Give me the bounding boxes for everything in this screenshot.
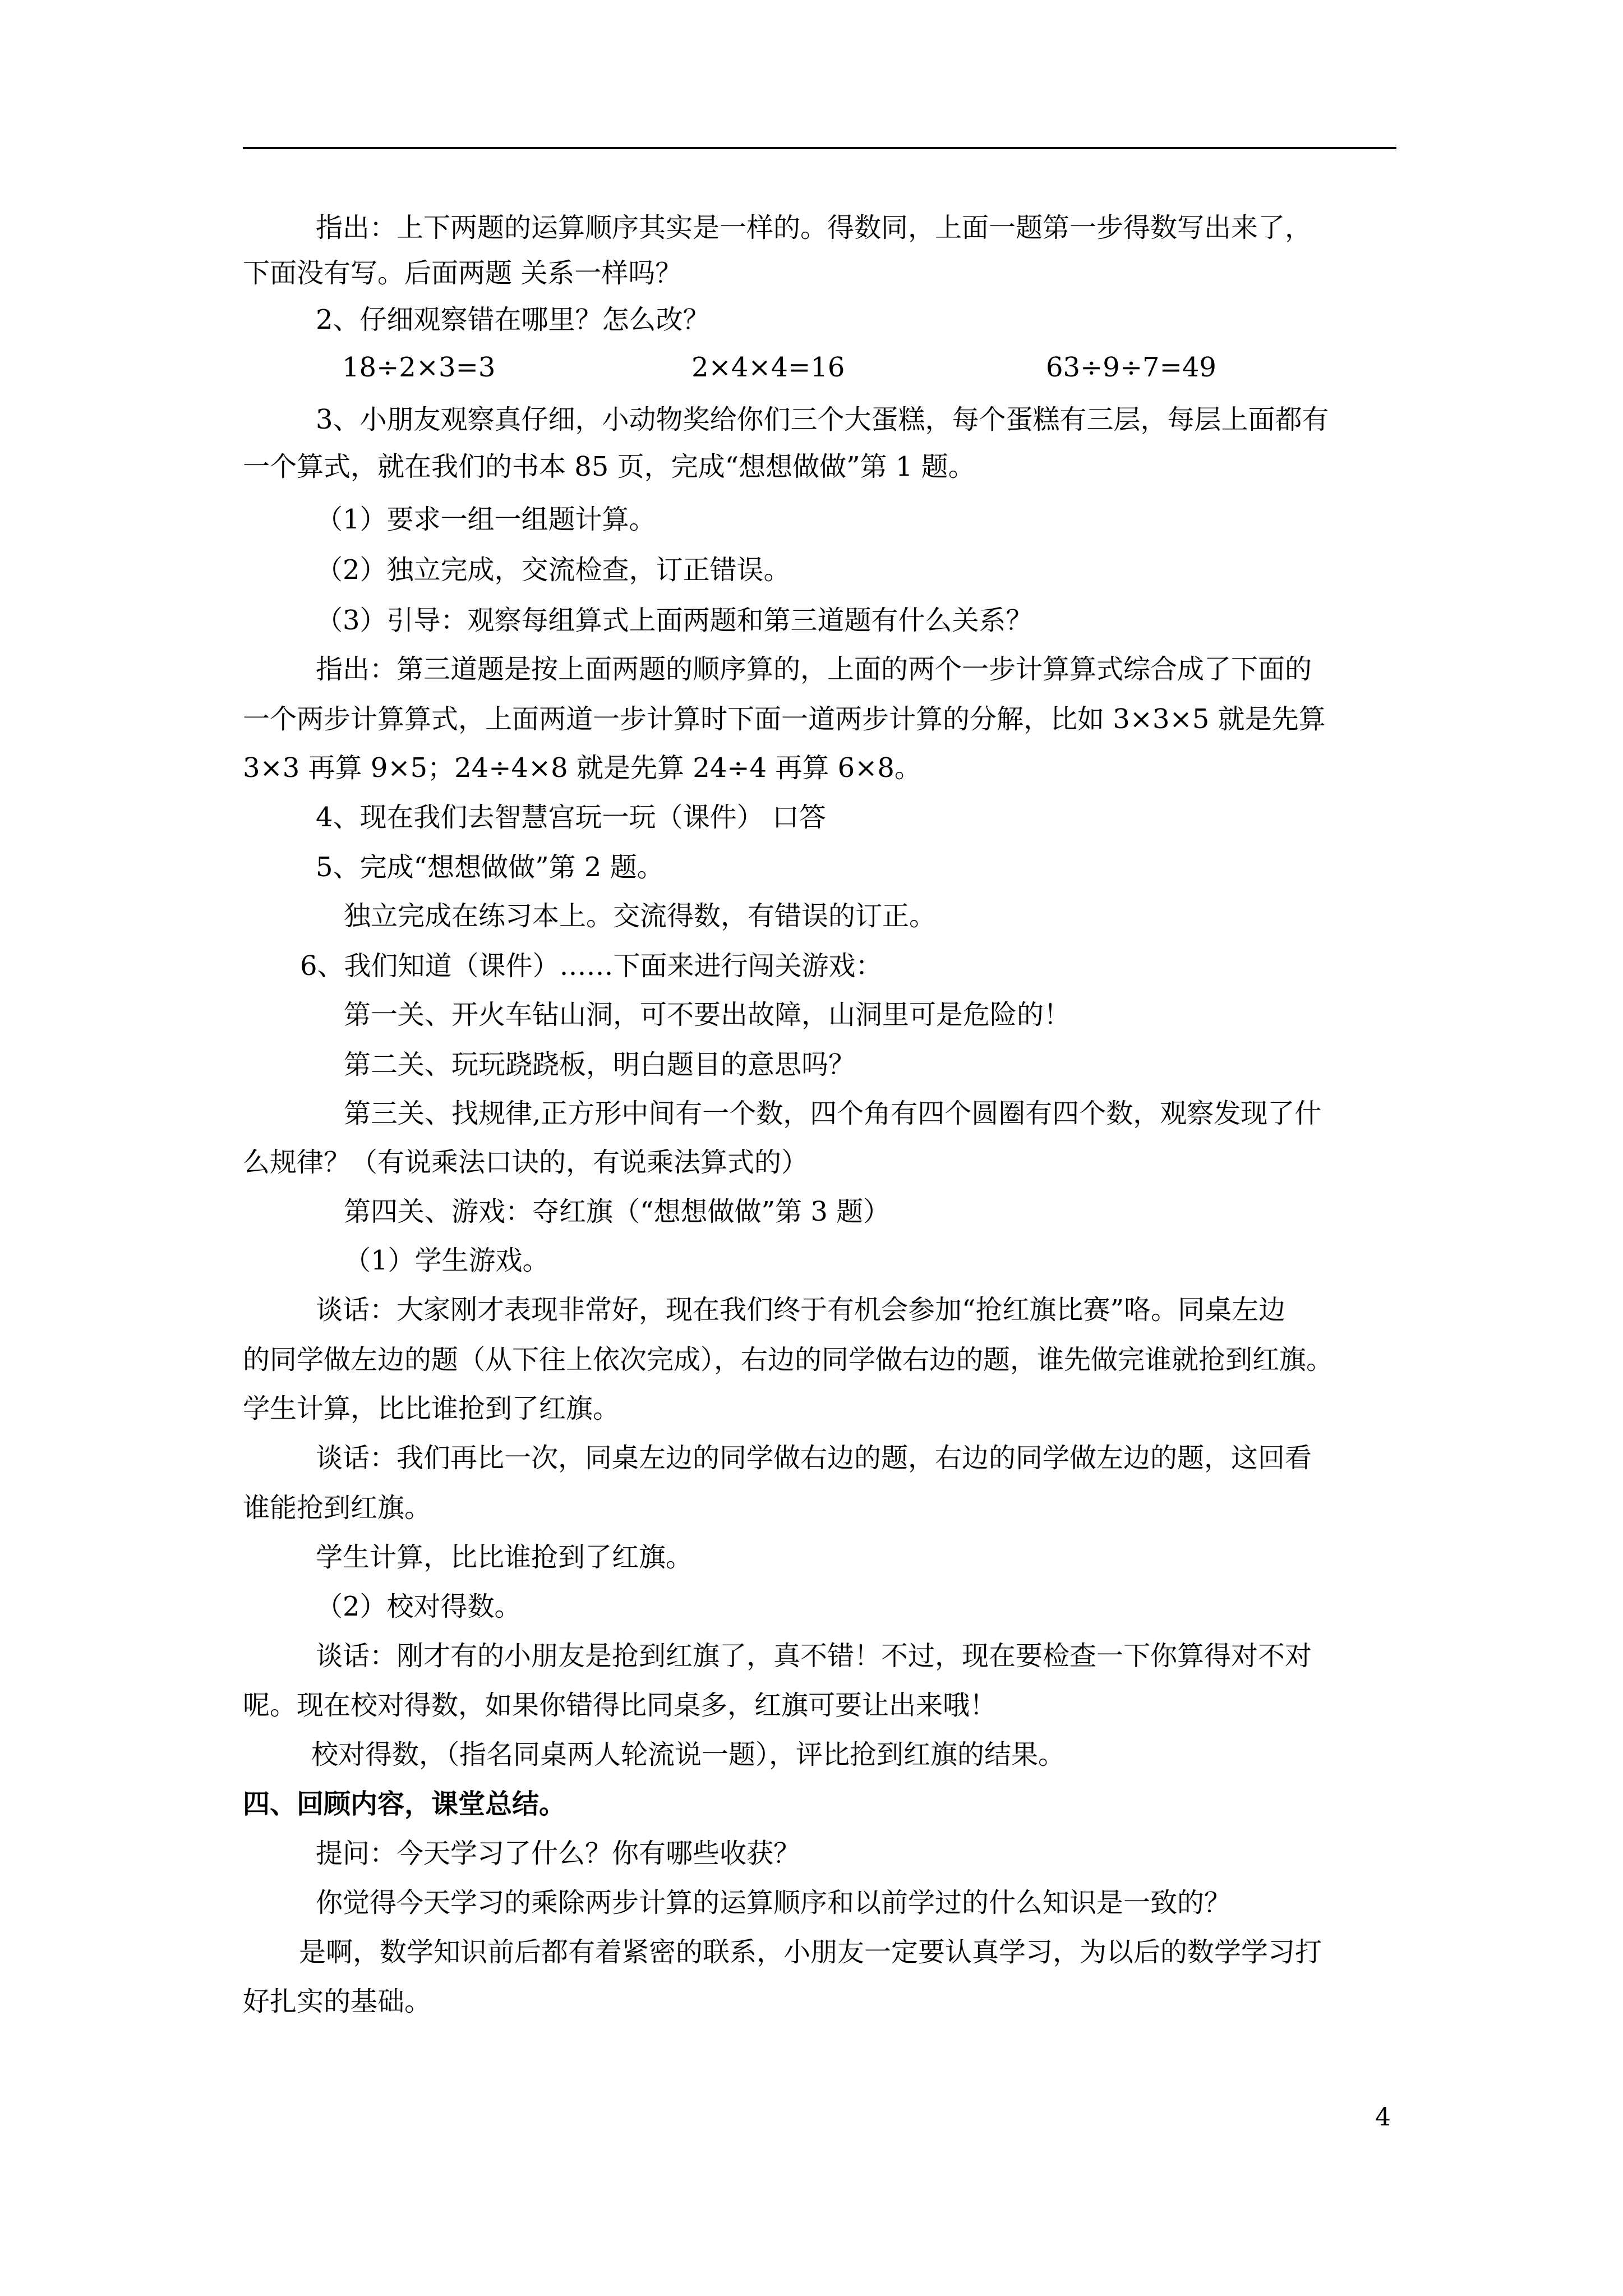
paragraph-line: 谈话：我们再比一次，同桌左边的同学做右边的题，右边的同学做左边的题，这回看	[316, 1442, 1312, 1474]
paragraph-line: 2、仔细观察错在哪里？怎么改？	[316, 304, 710, 335]
paragraph-line: 学生计算，比比谁抢到了红旗。	[316, 1542, 693, 1573]
paragraph-line: 谁能抢到红旗。	[243, 1492, 432, 1524]
paragraph-line: 提问：今天学习了什么？你有哪些收获？	[316, 1838, 801, 1869]
paragraph-line: 一个算式，就在我们的书本 85 页，完成“想想做做”第 1 题。	[243, 451, 975, 482]
paragraph-line: 校对得数，（指名同桌两人轮流说一题），评比抢到红旗的结果。	[311, 1739, 1066, 1770]
math-expression: 2×4×4=16	[691, 352, 845, 383]
paragraph-line: （1）要求一组一组题计算。	[316, 504, 656, 535]
paragraph-line: 谈话：刚才有的小朋友是抢到红旗了，真不错！不过，现在要检查一下你算得对不对	[316, 1640, 1312, 1672]
paragraph-line: 是啊，数学知识前后都有着紧密的联系，小朋友一定要认真学习，为以后的数学学习打	[299, 1936, 1322, 1968]
paragraph-line: 指出：上下两题的运算顺序其实是一样的。得数同，上面一题第一步得数写出来了，	[316, 212, 1312, 243]
paragraph-line: 谈话：大家刚才表现非常好，现在我们终于有机会参加“抢红旗比赛”咯。同桌左边	[316, 1294, 1286, 1326]
math-expression: 63÷9÷7=49	[1046, 352, 1216, 383]
paragraph-line: 第一关、开火车钻山洞，可不要出故障，山洞里可是危险的！	[344, 999, 1071, 1030]
paragraph-line: 好扎实的基础。	[243, 1986, 432, 2017]
paragraph-line: 第四关、游戏：夺红旗（“想想做做”第 3 题）	[344, 1196, 891, 1227]
paragraph-line: 独立完成在练习本上。交流得数，有错误的订正。	[344, 900, 937, 932]
paragraph-line: （2）独立完成，交流检查，订正错误。	[316, 554, 791, 586]
paragraph-line: （2）校对得数。	[316, 1591, 522, 1622]
paragraph-line: 第二关、玩玩跷跷板，明白题目的意思吗？	[344, 1049, 856, 1080]
paragraph-line: 4、现在我们去智慧宫玩一玩（课件） 口答	[316, 802, 826, 833]
paragraph-line: 6、我们知道（课件）……下面来进行闯关游戏：	[300, 950, 883, 982]
paragraph-line: 3、小朋友观察真仔细，小动物奖给你们三个大蛋糕，每个蛋糕有三层，每层上面都有	[316, 404, 1329, 435]
section-heading: 四、回顾内容，课堂总结。	[243, 1788, 566, 1820]
paragraph-line: （3）引导：观察每组算式上面两题和第三道题有什么关系？	[316, 605, 1033, 636]
header-rule	[243, 147, 1396, 149]
paragraph-line: 学生计算，比比谁抢到了红旗。	[243, 1393, 620, 1424]
math-expression: 18÷2×3=3	[342, 352, 496, 383]
paragraph-line: 3×3 再算 9×5；24÷4×8 就是先算 24÷4 再算 6×8。	[243, 752, 921, 784]
paragraph-line: 第三关、找规律,正方形中间有一个数，四个角有四个圆圈有四个数，观察发现了什	[344, 1098, 1322, 1129]
paragraph-line: 下面没有写。后面两题 关系一样吗？	[243, 257, 683, 289]
paragraph-line: 5、完成“想想做做”第 2 题。	[316, 852, 664, 883]
paragraph-line: 一个两步计算算式，上面两道一步计算时下面一道两步计算的分解，比如 3×3×5 就是先算	[243, 703, 1326, 735]
paragraph-line: 呢。现在校对得数，如果你错得比同桌多，红旗可要让出来哦！	[243, 1690, 997, 1721]
paragraph-line: 你觉得今天学习的乘除两步计算的运算顺序和以前学过的什么知识是一致的？	[316, 1887, 1232, 1918]
page-number: 4	[1375, 2103, 1391, 2132]
paragraph-line: 指出：第三道题是按上面两题的顺序算的，上面的两个一步计算算式综合成了下面的	[316, 654, 1312, 685]
paragraph-line: （1）学生游戏。	[344, 1245, 550, 1276]
paragraph-line: 的同学做左边的题（从下往上依次完成），右边的同学做右边的题，谁先做完谁就抢到红旗。	[243, 1344, 1334, 1375]
paragraph-line: 么规律？（有说乘法口诀的，有说乘法算式的）	[243, 1147, 809, 1178]
